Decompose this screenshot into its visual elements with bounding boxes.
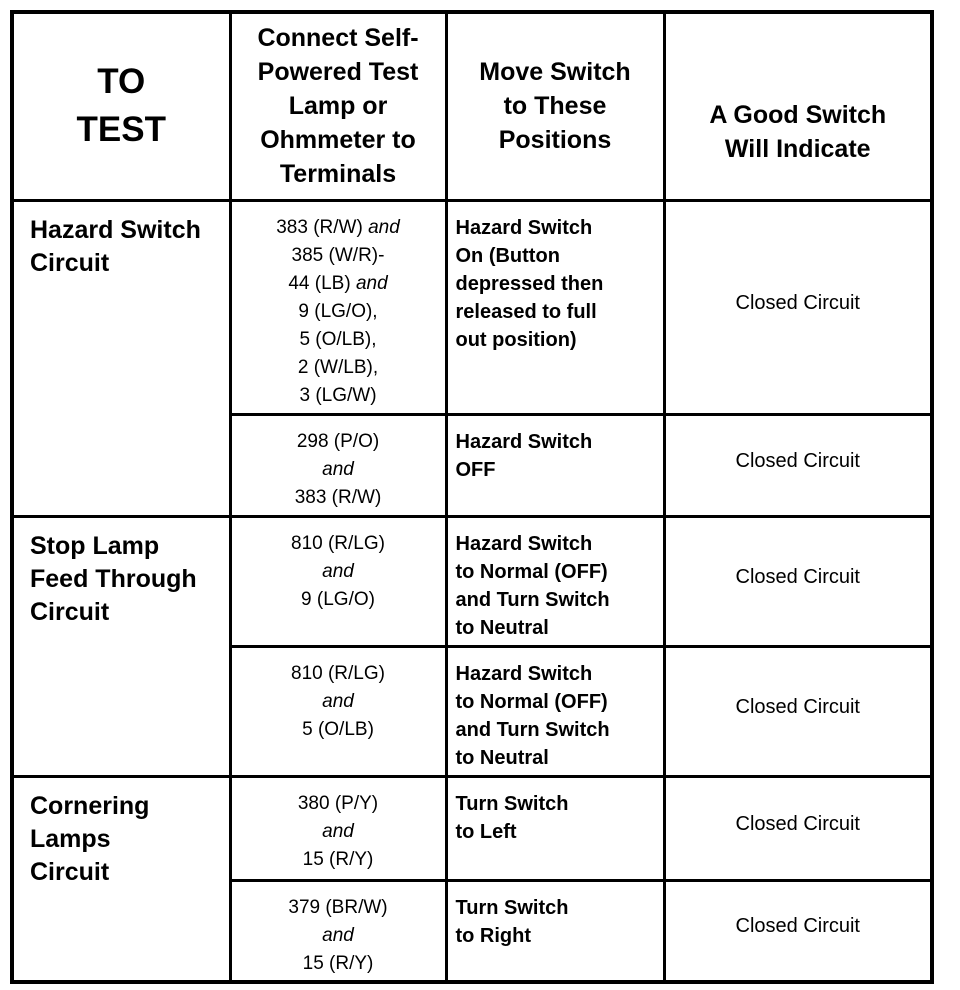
terminal-text: 2 (W/LB), — [297, 356, 379, 378]
result-cell — [664, 776, 932, 880]
header-move-switch — [446, 12, 664, 200]
table-row — [12, 516, 932, 646]
switch-positions-cell — [446, 646, 664, 776]
result-text: Closed Circuit — [735, 695, 860, 718]
terminal-line — [232, 688, 445, 716]
header-line: Terminals — [279, 160, 397, 189]
result-text: Closed Circuit — [735, 565, 860, 588]
subject-line: Feed Through — [30, 564, 197, 593]
subject-line: Circuit — [30, 248, 110, 277]
switch-positions-cell — [446, 776, 664, 880]
subject-line: Circuit — [30, 857, 110, 886]
terminal-conjunction: and — [322, 458, 354, 480]
terminal-conjunction: and — [322, 924, 354, 946]
terminal-line — [232, 818, 445, 846]
terminal-conjunction: and — [355, 272, 388, 294]
header-line: to These — [503, 92, 607, 121]
terminals-cell — [230, 516, 446, 646]
header-line: Lamp or — [288, 92, 388, 121]
terminal-text: 44 (LB) — [288, 272, 356, 294]
position-line: to Neutral — [455, 746, 549, 769]
subject-line: Lamps — [30, 824, 111, 853]
header-to-test — [12, 12, 230, 200]
header-line: A Good Switch — [709, 101, 887, 130]
terminal-text: 383 (R/W) — [294, 486, 382, 508]
switch-test-table — [10, 10, 934, 984]
switch-positions-cell — [446, 414, 664, 516]
terminals-cell — [230, 200, 446, 414]
header-good-switch — [664, 12, 932, 200]
terminal-text: 5 (O/LB) — [302, 718, 374, 740]
result-cell — [664, 880, 932, 982]
switch-positions-cell — [446, 516, 664, 646]
position-line: Turn Switch — [455, 896, 569, 919]
terminal-text: 385 (W/R)- — [291, 244, 385, 266]
result-text: Closed Circuit — [735, 449, 860, 472]
switch-positions-cell — [446, 880, 664, 982]
result-cell — [664, 200, 932, 414]
terminal-line — [232, 922, 445, 950]
terminal-line — [232, 354, 445, 382]
switch-test-table-container — [10, 10, 930, 984]
header-connect-terminals — [230, 12, 446, 200]
terminal-line — [232, 716, 445, 744]
terminal-line — [232, 242, 445, 270]
terminal-line — [232, 428, 445, 456]
header-line: Powered Test — [257, 58, 419, 87]
header-line: Will Indicate — [724, 135, 871, 164]
terminal-text: 3 (LG/W) — [299, 384, 377, 406]
subject-line: Hazard Switch — [30, 215, 201, 244]
terminal-text: 810 (R/LG) — [291, 532, 385, 554]
result-text: Closed Circuit — [735, 812, 860, 835]
terminal-line — [232, 950, 445, 978]
position-line: Turn Switch — [455, 792, 569, 815]
terminal-text: 9 (LG/O) — [301, 588, 375, 610]
terminal-text: 810 (R/LG) — [291, 662, 385, 684]
header-row — [12, 12, 932, 200]
test-subject-cell — [12, 516, 230, 776]
terminal-line — [232, 660, 445, 688]
test-subject-cell — [12, 200, 230, 516]
subject-line: Stop Lamp — [30, 531, 160, 560]
terminal-conjunction: and — [322, 560, 354, 582]
terminal-line — [232, 586, 445, 614]
terminal-line — [232, 270, 445, 298]
terminal-line — [232, 214, 445, 242]
result-text: Closed Circuit — [735, 915, 860, 938]
header-line: Connect Self- — [257, 24, 419, 53]
position-line: to Normal (OFF) — [455, 560, 608, 583]
position-line: to Neutral — [455, 616, 549, 639]
position-line: On (Button — [455, 244, 560, 267]
terminals-cell — [230, 776, 446, 880]
terminals-cell — [230, 414, 446, 516]
terminal-line — [232, 558, 445, 586]
position-line: Hazard Switch — [455, 662, 593, 685]
terminal-text: 9 (LG/O), — [298, 300, 378, 322]
table-row — [12, 776, 932, 880]
result-cell — [664, 646, 932, 776]
terminal-text: 5 (O/LB), — [299, 328, 377, 350]
terminal-line — [232, 530, 445, 558]
header-line: TO — [97, 62, 146, 102]
terminal-line — [232, 894, 445, 922]
terminal-text: 15 (R/Y) — [302, 952, 374, 974]
result-cell — [664, 516, 932, 646]
position-line: released to full — [455, 300, 597, 323]
terminal-text: 298 (P/O) — [296, 430, 380, 452]
terminal-text: 15 (R/Y) — [302, 848, 374, 870]
terminal-text: 383 (R/W) — [276, 216, 369, 238]
terminal-line — [232, 456, 445, 484]
position-line: and Turn Switch — [455, 588, 610, 611]
position-line: and Turn Switch — [455, 718, 610, 741]
subject-line: Cornering — [30, 791, 150, 820]
terminal-conjunction: and — [322, 820, 354, 842]
header-line: Positions — [498, 126, 612, 155]
result-cell — [664, 414, 932, 516]
terminal-text: 379 (BR/W) — [288, 896, 388, 918]
position-line: Hazard Switch — [455, 430, 593, 453]
terminal-conjunction: and — [322, 690, 354, 712]
terminal-line — [232, 326, 445, 354]
position-line: OFF — [455, 458, 496, 481]
terminals-cell — [230, 646, 446, 776]
terminal-line — [232, 382, 445, 410]
position-line: Hazard Switch — [455, 532, 593, 555]
position-line: to Left — [455, 820, 517, 843]
terminal-line — [232, 846, 445, 874]
switch-positions-cell — [446, 200, 664, 414]
table-row — [12, 200, 932, 414]
result-text: Closed Circuit — [735, 291, 860, 314]
position-line: depressed then — [455, 272, 604, 295]
terminal-line — [232, 484, 445, 512]
header-line: TEST — [76, 110, 166, 150]
terminals-cell — [230, 880, 446, 982]
position-line: out position) — [455, 328, 577, 351]
position-line: Hazard Switch — [455, 216, 593, 239]
terminal-line — [232, 298, 445, 326]
terminal-line — [232, 790, 445, 818]
header-line: Ohmmeter to — [260, 126, 416, 155]
terminal-text: 380 (P/Y) — [297, 792, 379, 814]
position-line: to Right — [455, 924, 532, 947]
terminal-conjunction: and — [368, 216, 400, 238]
test-subject-cell — [12, 776, 230, 982]
position-line: to Normal (OFF) — [455, 690, 608, 713]
subject-line: Circuit — [30, 597, 110, 626]
header-line: Move Switch — [479, 58, 631, 87]
